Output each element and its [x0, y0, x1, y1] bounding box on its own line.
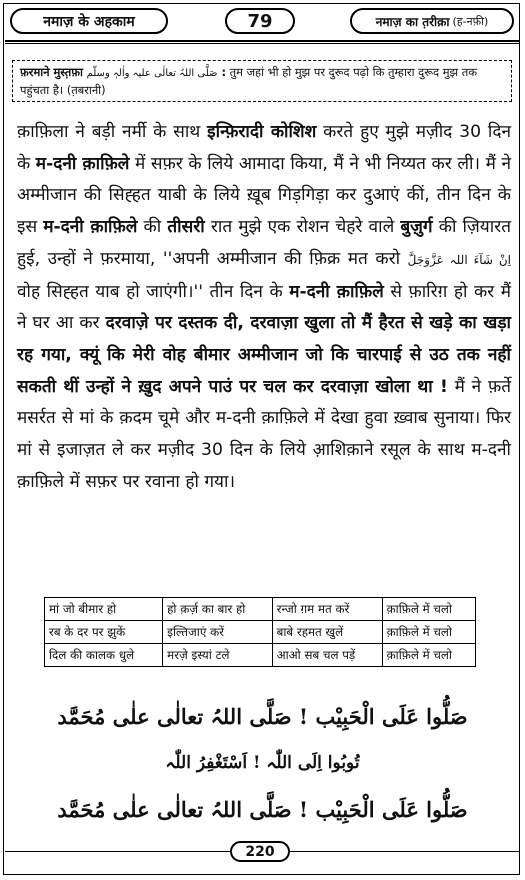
- para-text: क़ाफ़िला ने बड़ी नर्मी के साथ: [17, 122, 208, 142]
- para-bold: तीसरी: [167, 217, 205, 238]
- poem-row: [45, 598, 476, 621]
- hadith-text: तुम जहां भी हो मुझ पर दुरूद पढ़ो कि तुम्हारा दुरूद मुझ तक पहुंचता है।: [20, 65, 477, 97]
- para-bold: म-दनी क़ाफ़िले: [43, 217, 138, 238]
- chapter-title: [350, 8, 514, 34]
- para-text: करते हुए मुझे मज़ीद 30 दिन के: [17, 122, 512, 174]
- book-title-text: नमाज़ के अहकाम: [43, 13, 135, 30]
- header-page-number-text: 79: [247, 10, 273, 32]
- para-text: की ज़ियारत हुई, उन्हों ने फ़रमाया, ''अपनी अम्मीजान की फ़िक्र मत करो: [17, 217, 511, 269]
- poem-cell: दिल की कालक धुले: [45, 644, 163, 667]
- poem-cell: क़ाफ़िले में चलो: [382, 598, 475, 621]
- hadith-box: [12, 60, 512, 102]
- hadith-label: फ़रमाने मुस्त़फ़ा: [20, 65, 83, 79]
- arabic-phrase: اِنْ شَآءَ اللہ عَزَّوَجَلَّ: [407, 252, 511, 267]
- poem-cell: मां जो बीमार हो: [45, 598, 163, 621]
- poem-table: [44, 597, 476, 667]
- poem-cell: हो क़र्ज़ का बार हो: [163, 598, 272, 621]
- para-bold: म-दनी क़ाफ़िले: [289, 281, 384, 302]
- footer-page-number: [230, 841, 290, 862]
- header-page-number: [225, 8, 295, 34]
- main-paragraph: [17, 117, 511, 498]
- poem-cell: मरज़े इस्यां टले: [163, 644, 272, 667]
- header-divider-thin: [5, 43, 520, 44]
- footer-page-number-text: 220: [245, 843, 275, 860]
- poem-cell: क़ाफ़िले में चलो: [382, 621, 475, 644]
- hadith-source: (त़बरानी): [66, 83, 106, 97]
- para-text: में सफ़र के लिये आमादा किया, मैं ने भी निय्यत कर ली। मैं ने अम्मीजान की सिह्हत याबी के लिये ख़ूब गिड़गिड़ा कर दुआएं कीं, तीन दिन के इस: [17, 153, 511, 238]
- poem-row: [45, 621, 476, 644]
- para-text: वोह सिह्हत याब हो जाएंगी।'' तीन दिन के: [17, 281, 290, 302]
- chapter-title-text: नमाज़ का त़रीक़ा: [375, 14, 450, 29]
- poem-cell: रन्जो ग़म मत करें: [272, 598, 382, 621]
- poem-cell: बाबे रहमत खुलें: [272, 621, 382, 644]
- para-bold: इन्फ़िरादी कोशिश: [207, 122, 317, 142]
- para-bold: दरवाज़े पर दस्तक दी, दरवाज़ा खुला तो मैं हैरत से खड़े का खड़ा रह गया, क्यूं कि मेरी वोह बीमार अम्मीजान जो कि चारपाई से उठ तक नहीं सकती थीं उन्हों ने ख़ुद अपने पाउं पर चल कर दरवाज़ा खोला था !: [17, 313, 511, 397]
- para-text: से फ़ारिग़ हो कर मैं ने घर आ कर: [17, 281, 512, 334]
- poem-row: [45, 644, 476, 667]
- para-text: रात मुझे एक रोशन चेहरे वाले: [204, 217, 401, 238]
- poem-cell: रब के दर पर झुकें: [45, 621, 163, 644]
- para-text: की: [137, 217, 168, 238]
- poem-cell: इल्तिजाएं करें: [163, 621, 272, 644]
- para-text: मैं ने फ़र्ते मसर्रत से मां के क़दम चूमे और म-दनी क़ाफ़िले में देखा हुवा ख़्वाब सुनाया। फिर मां से इजाज़त ले कर मज़ीद 30 दिन के लिये आ़शिक़ाने रसूल के साथ म-दनी क़ाफ़िले में सफ़र पर रवाना हो गया।: [17, 376, 511, 492]
- para-bold: म-दनी क़ाफ़िले: [35, 153, 130, 174]
- book-title: [10, 8, 168, 34]
- poem-cell: क़ाफ़िले में चलो: [382, 644, 475, 667]
- para-bold: बुज़ुर्ग: [400, 217, 433, 238]
- hadith-colon: :: [217, 65, 227, 79]
- chapter-subtitle: (ह-नफ़ी): [452, 14, 489, 28]
- salawat-line: صَلُّوا عَلَی الْحَبِیْب ! صَلَّی اللہُ تعالٰی علٰی مُحَمَّد: [57, 704, 468, 729]
- poem-cell: आओ सब चल पड़ें: [272, 644, 382, 667]
- header-divider: [5, 40, 520, 42]
- honorific-arabic: صَلَّی اللہُ تعالٰی علیہ واٰلہٖ وسلّم: [86, 68, 218, 79]
- tauba-line: تُوبُوا اِلَی اللّٰہ ! اَسْتَغْفِرُ اللّٰہ: [165, 753, 360, 773]
- salawat-line: صَلُّوا عَلَی الْحَبِیْب ! صَلَّی اللہُ تعالٰی علٰی مُحَمَّد: [57, 797, 468, 822]
